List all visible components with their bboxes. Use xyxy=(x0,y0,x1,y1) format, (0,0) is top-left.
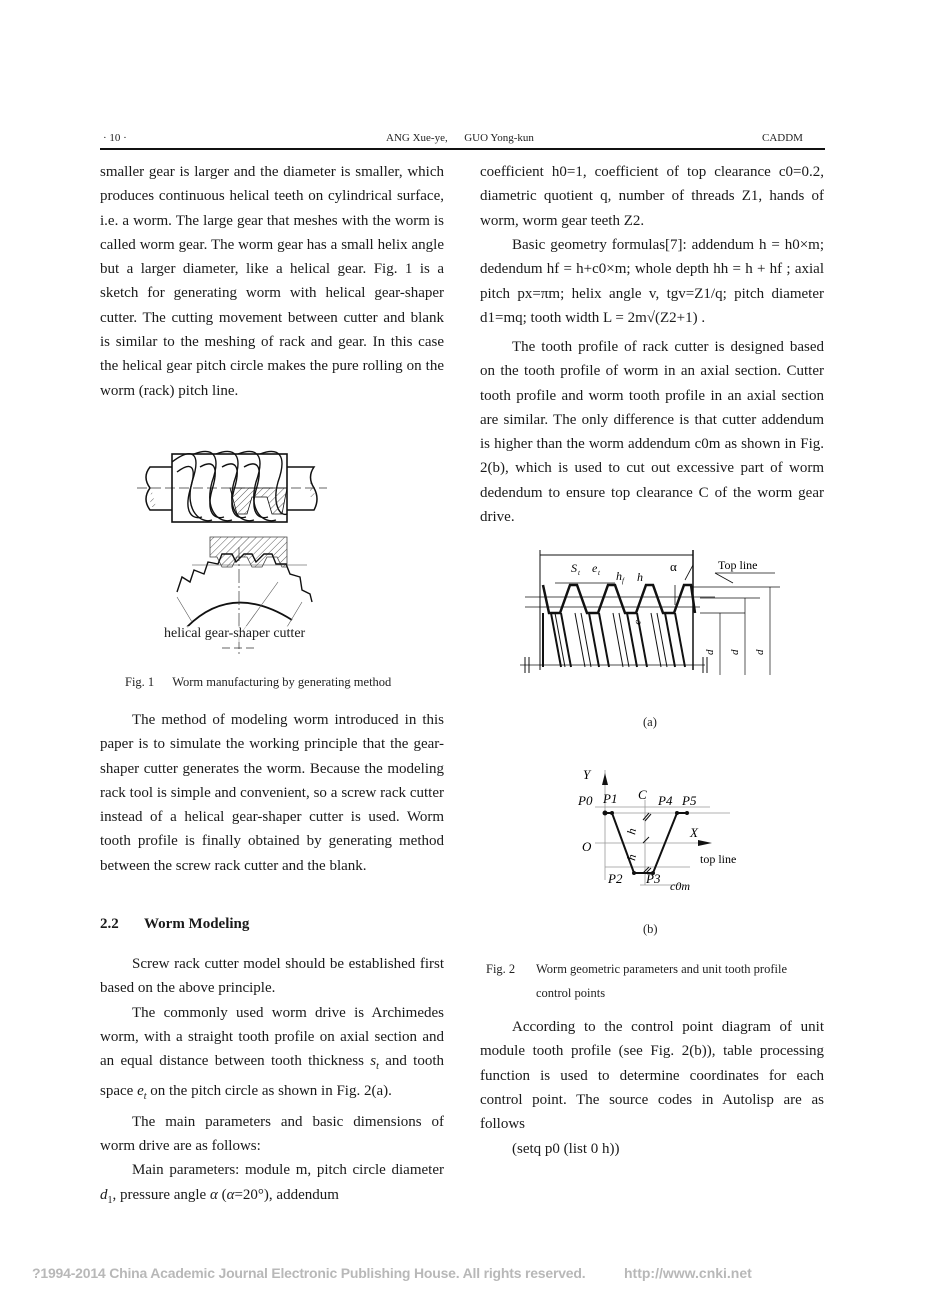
svg-text:P1: P1 xyxy=(603,791,618,806)
left-para-5: The main parameters and basic dimensions of worm drive are as follows: xyxy=(100,1113,444,1155)
svg-text:Y: Y xyxy=(583,767,591,782)
svg-text:C: C xyxy=(638,787,647,802)
fig2a-sublabel: (a) xyxy=(643,715,657,729)
svg-text:t: t xyxy=(578,569,580,577)
fig2b-sublabel: (b) xyxy=(643,922,658,936)
svg-text:P2: P2 xyxy=(608,871,623,886)
svg-text:f: f xyxy=(622,577,624,585)
fig2-caption-number: Fig. 2 xyxy=(486,962,516,976)
svg-text:h: h xyxy=(616,569,622,583)
header-rule xyxy=(100,148,825,150)
running-head-authors: ANG Xue-ye, GUO Yong-kun xyxy=(386,132,534,144)
fig2-caption-line2: control points xyxy=(536,986,606,1000)
right-para-1: coefficient h0=1, coefficient of top clearance c0=0.2, diametric quotient q, number of threads Z1, hands of worm, worm gear teeth Z2. xyxy=(480,164,824,229)
section-title: Worm Modeling xyxy=(143,916,250,932)
left-para-group xyxy=(100,952,444,1213)
svg-text:d: d xyxy=(729,649,741,655)
svg-text:c: c xyxy=(632,619,644,626)
right-para-4: According to the control point diagram of unit module tooth profile (see Fig. 2(b)), table processing function is used to determine coordinates for each control point. The source codes in Autolisp are as follows xyxy=(480,1019,824,1133)
page-number: · 10 · xyxy=(103,132,127,144)
figure-1 xyxy=(132,442,332,667)
fig1-caption xyxy=(125,675,391,690)
svg-text:P4: P4 xyxy=(658,793,673,808)
svg-text:c0m: c0m xyxy=(670,879,690,893)
left-para-6: Main parameters: module m, pitch circle diameter $d_1$, pressure angle α (α=20°), addendum xyxy=(100,1162,444,1206)
right-para-3: The tooth profile of rack cutter is designed based on the tooth profile of worm in an axial section. Cutter tooth profile and worm tooth profile in an axial section are similar. The only difference is that cutter addendum is higher than the worm addendum c0m as shown in Fig. 2(b), which is used to cut out excessive part of worm dedendum to ensure top clearance C of the worm gear drive. xyxy=(480,339,824,526)
svg-text:α: α xyxy=(670,559,677,574)
copyright-footer: ?1994-2014 China Academic Journal Electronic Publishing House. All rights reserved. xyxy=(32,1265,586,1281)
svg-text:P5: P5 xyxy=(682,793,697,808)
left-para-1: smaller gear is larger and the diameter is smaller, which produces continuous helical teeth on cylindrical surface, i.e. a worm. The large gear that meshes with the worm is called worm gear. The worm gear has a small helix angle but a larger diameter, like a helical gear. Fig. 1 is a sketch for generating worm with helical gear-shaper cutter. The cutting movement between cutter and blank is similar to the meshing of rack and gear. In this case the helical gear pitch circle makes the pure rolling on the worm (rack) pitch line. xyxy=(100,164,444,399)
svg-text:P3: P3 xyxy=(646,871,661,886)
figure-2a xyxy=(515,545,795,680)
right-para-2: Basic geometry formulas[7]: addendum h = h0×m; dedendum hf = h+c0×m; whole depth hh = h + hf ; axial pitch px=πm; helix angle v, tgv=Z1/q; pitch diameter d1=mq; tooth width L = 2m√(Z2+1) . xyxy=(480,237,824,326)
svg-text:t: t xyxy=(598,569,600,577)
section-heading xyxy=(100,916,249,933)
svg-text:d: d xyxy=(754,649,766,655)
fig1-inner-label: helical gear-shaper cutter xyxy=(164,626,306,641)
svg-text:Top line: Top line xyxy=(718,558,758,572)
svg-text:h: h xyxy=(637,570,643,584)
tooth-profile-control-points xyxy=(570,765,770,895)
running-head-journal: CADDM xyxy=(762,132,803,144)
svg-text:e: e xyxy=(592,561,598,575)
fig1-caption-text: Worm manufacturing by generating method xyxy=(172,675,392,689)
left-para-3: Screw rack cutter model should be established first based on the above principle. xyxy=(100,956,444,997)
svg-text:X: X xyxy=(690,825,698,840)
figure-2b xyxy=(570,765,770,895)
code-line: (setq p0 (list 0 h)) xyxy=(512,1141,620,1157)
fig2-caption xyxy=(486,957,787,1000)
footer-url-link[interactable]: http://www.cnki.net xyxy=(624,1265,752,1281)
svg-text:h: h xyxy=(624,827,639,836)
left-para-2: The method of modeling worm introduced in this paper is to simulate the working principle that the gear-shaper cutter generates the worm. Because the modeling rack tool is simple and convenient, so a screw rack cutter instead of a helical gear-shaper cutter is used. Worm tooth profile is finally obtained by generating method between the screw rack cutter and the blank. xyxy=(100,712,444,874)
fig1-caption-number: Fig. 1 xyxy=(125,675,155,689)
svg-text:d: d xyxy=(704,649,716,655)
section-number: 2.2 xyxy=(100,916,119,932)
svg-text:S: S xyxy=(571,561,577,575)
worm-geometry-drawing xyxy=(515,545,795,680)
left-para-4: The commonly used worm drive is Archimedes worm, with a straight tooth profile on axial section and an equal distance between tooth thickness $s_t$ and tooth space $e_t$ on the pitch circle as shown in Fig. 2(a). xyxy=(100,1004,444,1103)
fig2-caption-line1: Worm geometric parameters and unit tooth profile xyxy=(536,962,787,976)
svg-text:P0: P0 xyxy=(578,793,593,808)
svg-text:h: h xyxy=(624,853,639,862)
svg-text:top line: top line xyxy=(700,852,737,866)
svg-text:O: O xyxy=(582,839,592,854)
